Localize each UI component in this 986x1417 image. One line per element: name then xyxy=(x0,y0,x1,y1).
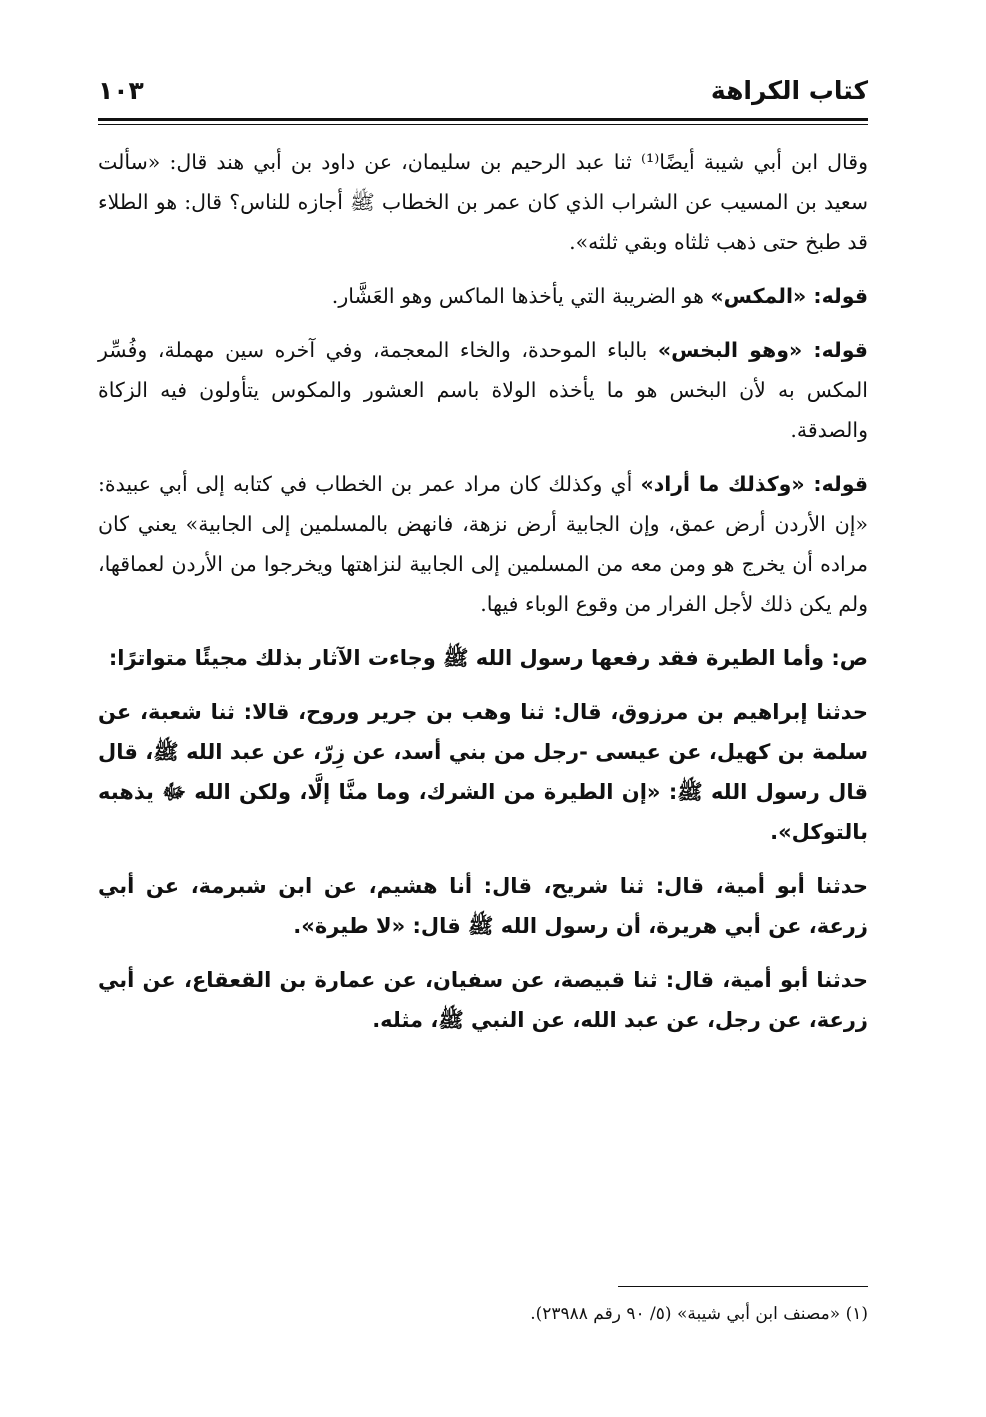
paragraph-lead: قوله: «وكذلك ما أراد» xyxy=(640,472,868,496)
paragraph-text: وقال ابن أبي شيبة أيضًا⁽¹⁾ ثنا عبد الرحيم بن سليمان، عن داود بن أبي هند قال: «سألت سعيد بن المسيب عن الشراب الذي كان عمر بن الخطاب ﷺ أجازه للناس؟ قال: هو الطلاء قد طبخ حتى ذهب ثلثاه وبقي ثلثه». xyxy=(98,150,868,254)
paragraph-text: هو الضريبة التي يأخذها الماكس وهو العَشَّار. xyxy=(331,284,711,308)
paragraph-1 xyxy=(98,142,868,262)
chapter-title: كتاب الكراهة xyxy=(710,75,868,105)
footnote: (١) «مصنف ابن أبي شيبة» (٥/ ٩٠ رقم ٢٣٩٨٨). xyxy=(530,1304,868,1324)
paragraph-5 xyxy=(98,638,868,678)
paragraph-text: حدثنا أبو أمية، قال: ثنا قبيصة، عن سفيان، عن عمارة بن القعقاع، عن أبي زرعة، عن رجل، عن عبد الله، عن النبي ﷺ، مثله. xyxy=(98,968,868,1032)
paragraph-7 xyxy=(98,866,868,946)
paragraph-lead: قوله: «المكس» xyxy=(710,284,868,308)
paragraph-text: بالباء الموحدة، والخاء المعجمة، وفي آخره سين مهملة، وفُسِّر المكس به لأن البخس هو ما يأخذه الولاة باسم العشور والمكوس يتأولون فيه الزكاة والصدقة. xyxy=(98,338,868,442)
paragraph-2 xyxy=(98,276,868,316)
header-rule-thick xyxy=(98,118,868,121)
paragraph-6 xyxy=(98,692,868,852)
paragraph-text: أي وكذلك كان مراد عمر بن الخطاب في كتابه إلى أبي عبيدة: «إن الأردن أرض عمق، وإن الجابية أرض نزهة، فانهض بالمسلمين إلى الجابية» يعني كان مراده أن يخرج هو ومن معه من المسلمين إلى الجابية لنزاهتها ويخرجوا من الأردن لعماقها، ولم يكن ذلك لأجل الفرار من وقوع الوباء فيها. xyxy=(98,472,868,616)
paragraph-8 xyxy=(98,960,868,1040)
paragraph-4 xyxy=(98,464,868,624)
header-rule-thin xyxy=(98,124,868,125)
paragraph-3 xyxy=(98,330,868,450)
paragraph-text: حدثنا إبراهيم بن مرزوق، قال: ثنا وهب بن جرير وروح، قالا: ثنا شعبة، عن سلمة بن كهيل، عن عيسى -رجل من بني أسد، عن زِرّ، عن عبد الله ﷺ، قال قال رسول الله ﷺ: «إن الطيرة من الشرك، وما منَّا إلَّا، ولكن الله ﷻ يذهبه بالتوكل». xyxy=(98,700,868,844)
paragraph-lead: قوله: «وهو البخس» xyxy=(657,338,868,362)
page-number: ١٠٣ xyxy=(98,75,144,105)
page-body xyxy=(98,142,868,1054)
footnote-rule xyxy=(618,1286,868,1287)
paragraph-lead: ص: وأما الطيرة فقد رفعها رسول الله ﷺ وجاءت الآثار بذلك مجيئًا متواترًا: xyxy=(108,646,868,670)
paragraph-text: حدثنا أبو أمية، قال: ثنا شريح، قال: أنا هشيم، عن ابن شبرمة، عن أبي زرعة، عن أبي هريرة، أن رسول الله ﷺ قال: «لا طيرة». xyxy=(98,874,868,938)
page-header xyxy=(98,66,868,114)
